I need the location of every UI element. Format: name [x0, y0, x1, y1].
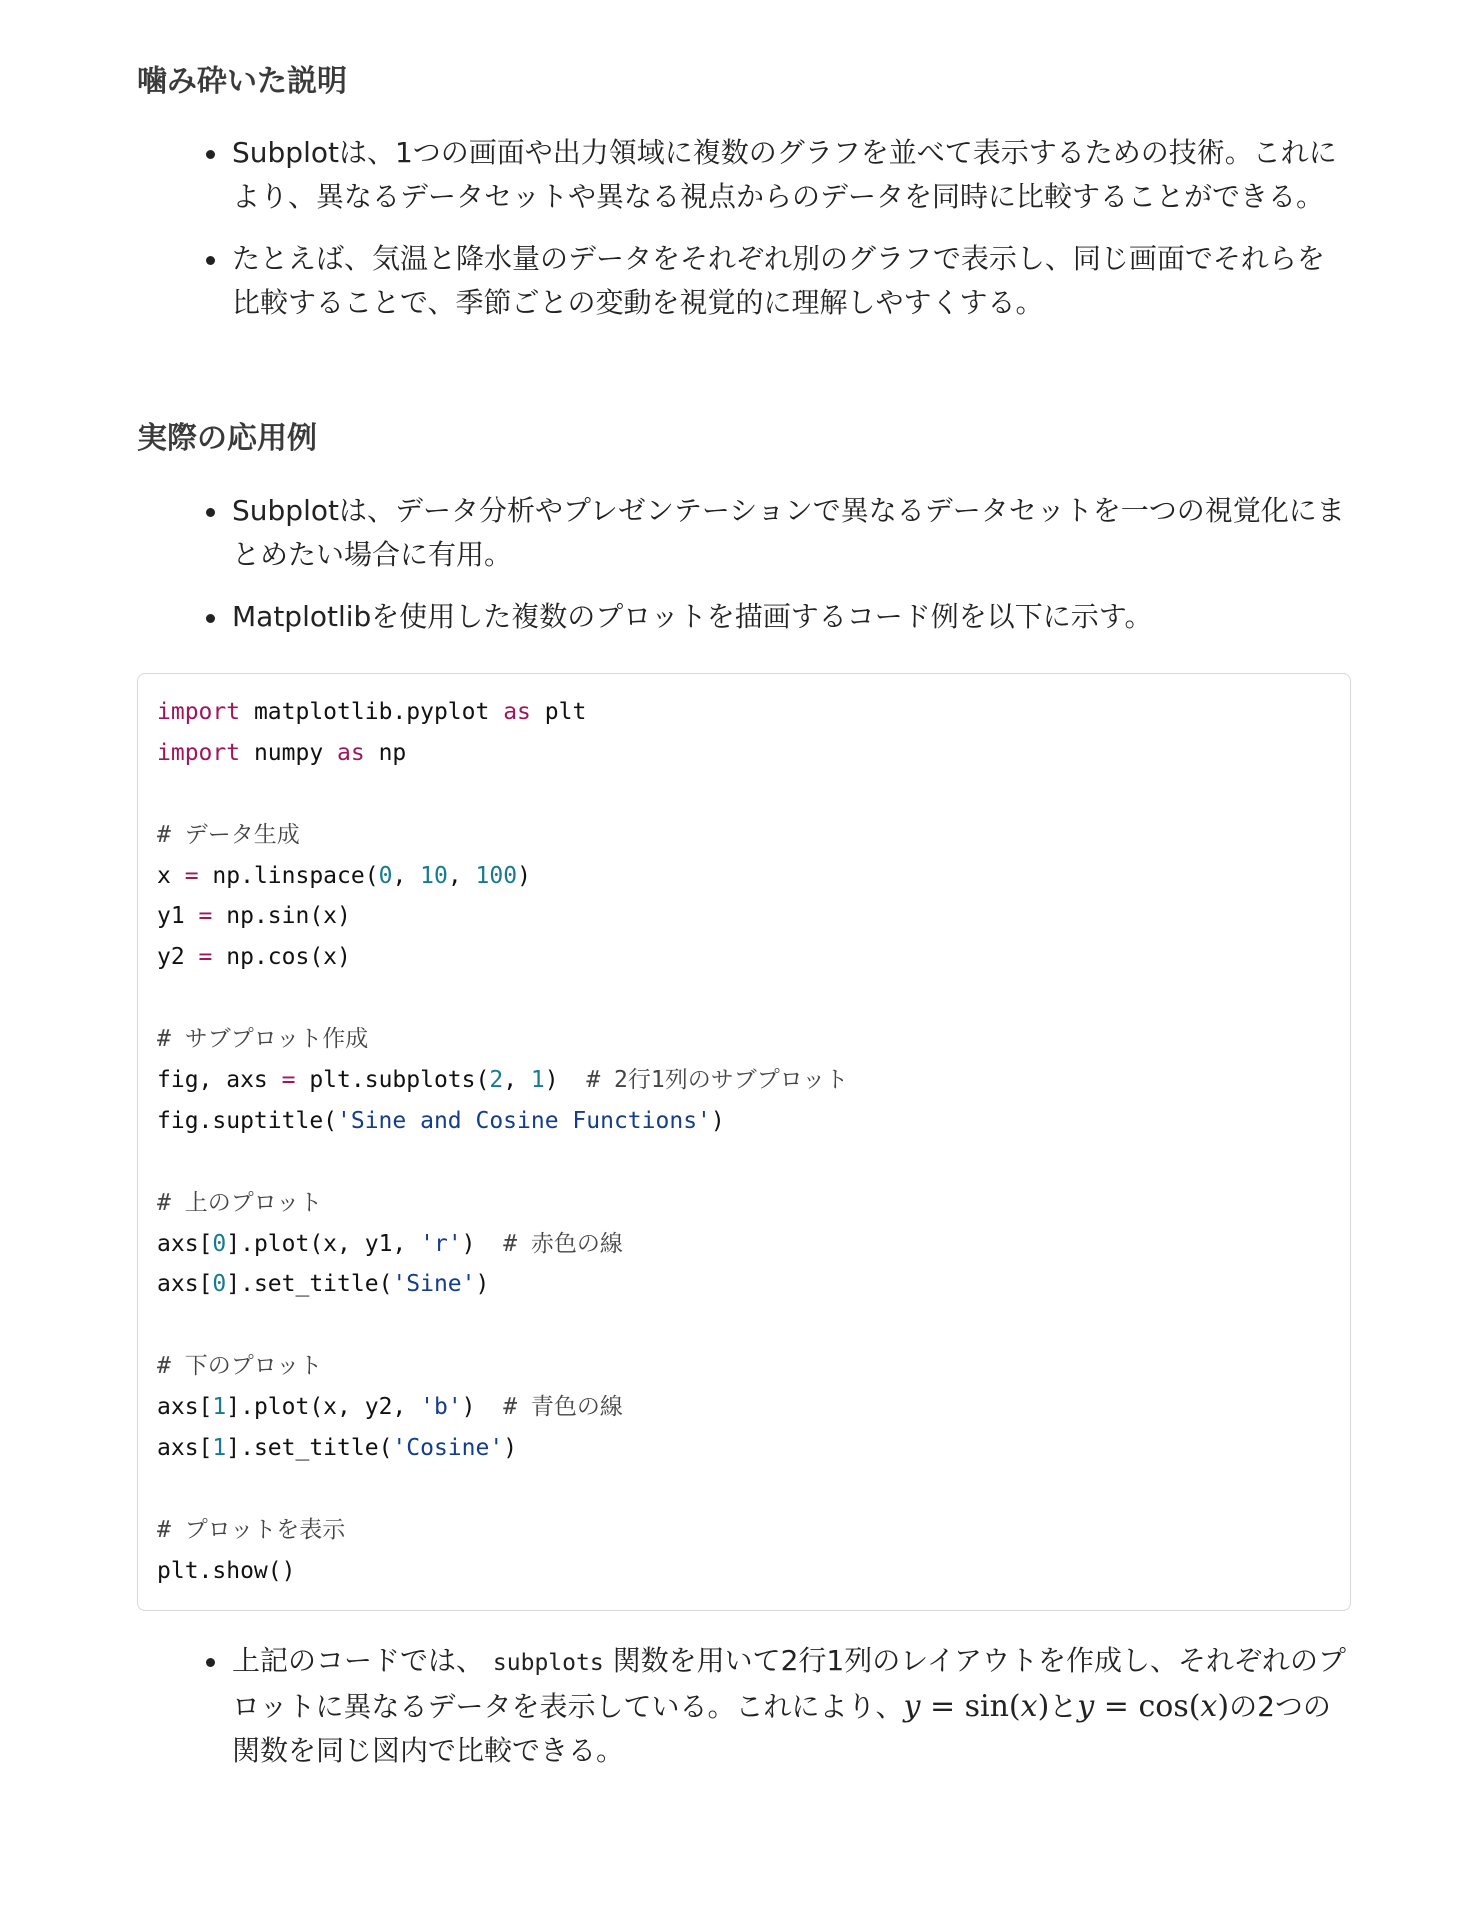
code-line: import numpy as np: [157, 739, 407, 766]
bullet-icon: [206, 508, 215, 517]
list-item: [137, 1639, 1351, 1773]
code-line: x = np.linspace(0, 10, 100): [157, 862, 531, 889]
code-content: [138, 674, 1350, 1592]
list-item: [137, 131, 1351, 219]
bullet-icon: [206, 1658, 215, 1667]
code-line: fig, axs = plt.subplots(2, 1) # 2行1列のサブプロット: [157, 1067, 849, 1094]
code-line: fig.suptitle('Sine and Cosine Functions'): [157, 1107, 725, 1134]
bullet-icon: [206, 150, 215, 159]
explanation-list: [137, 131, 1351, 343]
code-line-blank: [157, 1469, 1350, 1510]
code-line-blank: [157, 774, 1350, 815]
section-heading-explanation: 噛み砕いた説明: [137, 64, 347, 99]
code-line-blank: [157, 1142, 1350, 1183]
code-line: y2 = np.cos(x): [157, 944, 351, 971]
code-comment: # データ生成: [157, 821, 300, 848]
list-item: [137, 489, 1351, 577]
code-comment: # 下のプロット: [157, 1353, 323, 1380]
code-line: axs[1].plot(x, y2, 'b') # 青色の線: [157, 1394, 623, 1421]
inline-code: subplots: [492, 1650, 604, 1676]
list-item-text: Subplotは、データ分析やプレゼンテーションで異なるデータセットを一つの視覚化にまとめたい場合に有用。: [232, 494, 1345, 571]
code-line: y1 = np.sin(x): [157, 903, 351, 930]
code-line-blank: [157, 1305, 1350, 1346]
code-line: axs[0].plot(x, y1, 'r') # 赤色の線: [157, 1230, 623, 1257]
applications-list: [137, 489, 1351, 657]
code-line: plt.show(): [157, 1557, 296, 1584]
section-heading-applications: 実際の応用例: [137, 421, 317, 456]
code-comment: # サブプロット作成: [157, 1026, 369, 1053]
code-line: import matplotlib.pyplot as plt: [157, 699, 587, 725]
list-item-text: たとえば、気温と降水量のデータをそれぞれ別のグラフで表示し、同じ画面でそれらを比較することで、季節ごとの変動を視覚的に理解しやすくする。: [232, 242, 1325, 319]
code-line: axs[1].set_title('Cosine'): [157, 1435, 518, 1462]
code-line: axs[0].set_title('Sine'): [157, 1271, 490, 1298]
list-item: [137, 595, 1351, 639]
summary-text: 上記のコードでは、 subplots 関数を用いて2行1列のレイアウトを作成し、それぞれのプロットに異なるデータを表示している。これにより、y = sin(x)とy = cos(x)の2つの関数を同じ図内で比較できる。: [232, 1644, 1346, 1767]
math-expression-cosine: y = cos(x): [1077, 1689, 1230, 1724]
bullet-icon: [206, 256, 215, 265]
code-comment: # プロットを表示: [157, 1516, 346, 1543]
code-block[interactable]: [137, 673, 1351, 1611]
code-comment: # 上のプロット: [157, 1189, 323, 1216]
list-item-text: Subplotは、1つの画面や出力領域に複数のグラフを並べて表示するための技術。これにより、異なるデータセットや異なる視点からのデータを同時に比較することができる。: [232, 136, 1337, 213]
bullet-icon: [206, 614, 215, 623]
summary-list: [137, 1639, 1351, 1791]
math-expression-sine: y = sin(x): [903, 1689, 1050, 1724]
code-line-blank: [157, 978, 1350, 1019]
list-item: [137, 237, 1351, 325]
list-item-text: Matplotlibを使用した複数のプロットを描画するコード例を以下に示す。: [232, 600, 1153, 633]
